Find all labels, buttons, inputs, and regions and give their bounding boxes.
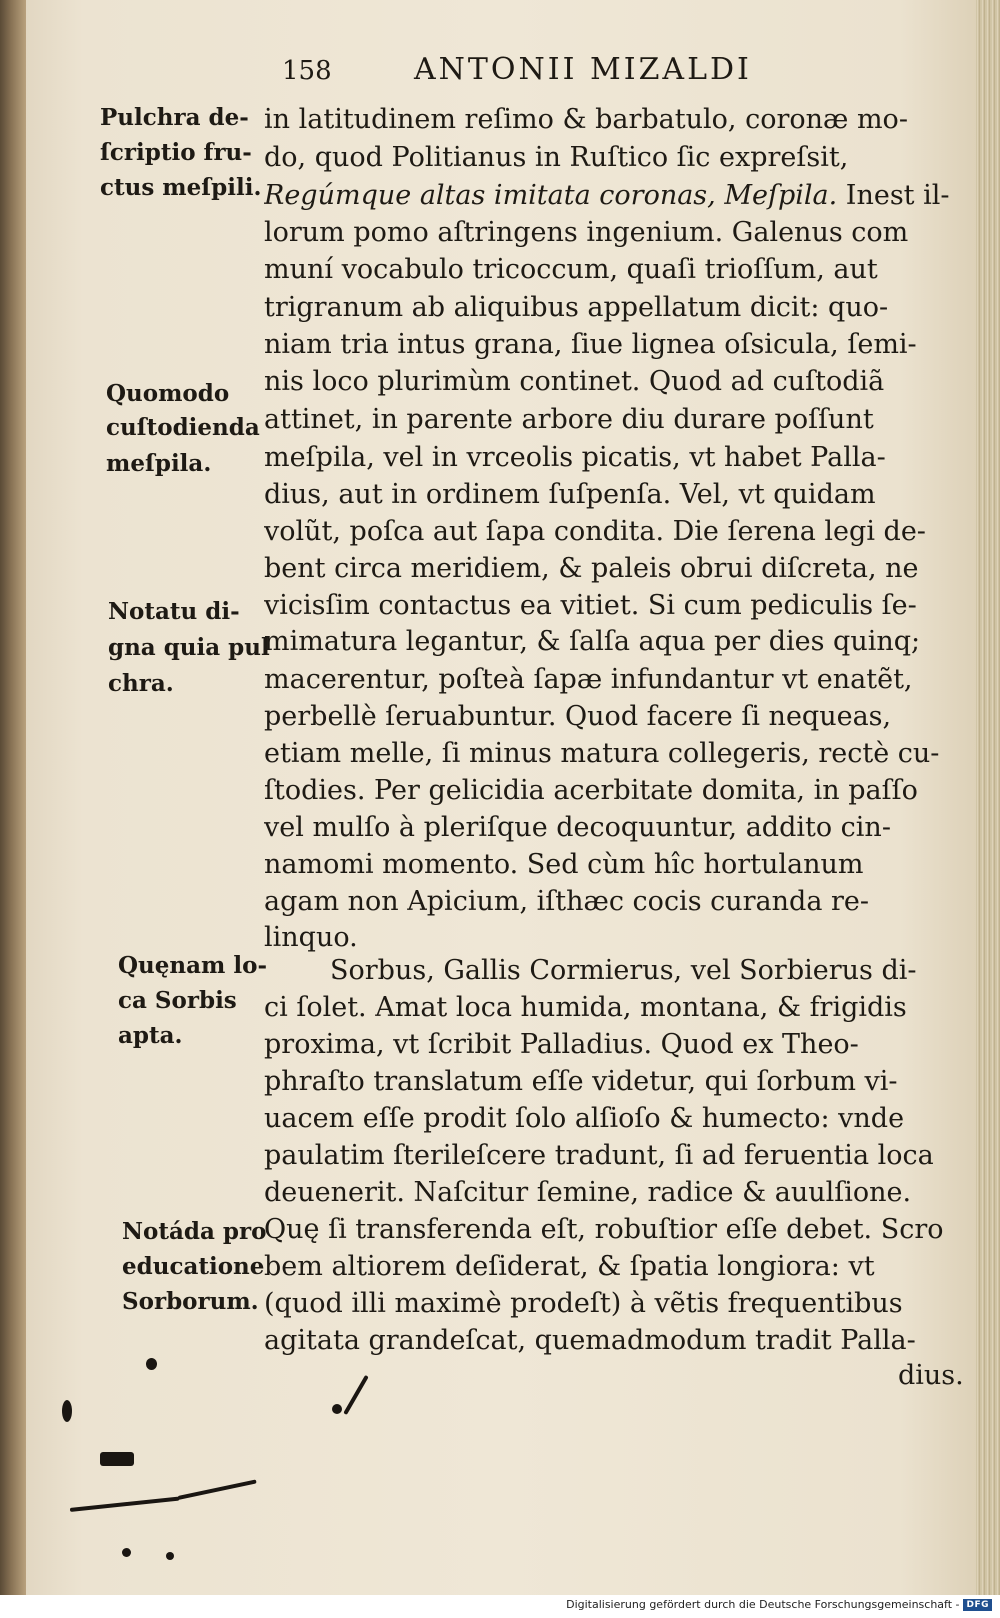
- dfg-logo: DFG: [963, 1599, 992, 1611]
- verse-quote: Regúmque altas imitata coronas, Meſpila.: [264, 180, 838, 211]
- ink-blot: [62, 1400, 72, 1422]
- margin-note: ca Sorbis: [118, 987, 237, 1014]
- margin-note: ctus meſpili.: [100, 174, 262, 201]
- page-number: 158: [282, 56, 332, 86]
- ink-blot: [146, 1358, 157, 1370]
- running-header: [282, 52, 862, 92]
- body-line: niam tria intus grana, ſiue lignea oſsicula, ſemi-: [264, 329, 917, 360]
- page-block-edge: [976, 0, 1000, 1595]
- body-line: do, quod Politianus in Ruſtico ſic expreſsit,: [264, 142, 849, 173]
- margin-note: gna quia pul: [108, 634, 270, 661]
- body-line: vicisſim contactus ea vitiet. Si cum pediculis ſe-: [264, 590, 917, 621]
- margin-note: Quomodo: [106, 380, 230, 407]
- margin-note: Sorborum.: [122, 1288, 259, 1315]
- body-line: attinet, in parente arbore diu durare poſſunt: [264, 404, 874, 435]
- body-line: dius, aut in ordinem ſuſpenſa. Vel, vt quidam: [264, 479, 876, 510]
- body-line: phraſto translatum eſſe videtur, qui ſorbum vi-: [264, 1066, 898, 1097]
- ink-blot: [100, 1452, 134, 1466]
- body-line: deuenerit. Naſcitur ſemine, radice & auulſione.: [264, 1177, 912, 1208]
- margin-note: educatione: [122, 1253, 265, 1280]
- digitization-credit: [566, 1598, 992, 1611]
- body-line: (quod illi maximè prodeſt) à vẽtis frequentibus: [264, 1288, 903, 1319]
- body-line: uacem eſſe prodit ſolo alſioſo & humecto: vnde: [264, 1103, 905, 1134]
- ink-blot: [122, 1548, 131, 1557]
- ink-blot: [332, 1404, 342, 1414]
- body-line: lorum pomo aſtringens ingenium. Galenus com: [264, 217, 909, 248]
- body-line: etiam melle, ſi minus matura collegeris, rectè cu-: [264, 738, 940, 769]
- body-line: linquo.: [264, 922, 358, 953]
- body-line-tail: Inest il-: [845, 180, 950, 211]
- margin-note: Quęnam lo-: [118, 952, 267, 979]
- margin-note: ſcriptio fru-: [100, 139, 252, 166]
- body-line: perbellè ſeruabuntur. Quod facere ſi nequeas,: [264, 701, 892, 732]
- body-line: bem altiorem deſiderat, & ſpatia longiora: vt: [264, 1251, 875, 1282]
- margin-note: chra.: [108, 670, 174, 697]
- body-line: paulatim ſterileſcere tradunt, ſi ad feruentia loca: [264, 1140, 934, 1171]
- body-line: agitata grandeſcat, quemadmodum tradit Palla-: [264, 1325, 916, 1356]
- body-line: bent circa meridiem, & paleis obrui diſcreta, ne: [264, 553, 919, 584]
- margin-note: cuſtodienda: [106, 414, 260, 441]
- body-line: dius.: [898, 1360, 964, 1391]
- body-line: proxima, vt ſcribit Palladius. Quod ex Theo-: [264, 1029, 859, 1060]
- body-line: nis loco plurimùm continet. Quod ad cuſtodiã: [264, 366, 885, 397]
- body-line: [264, 178, 964, 214]
- ink-blot: [166, 1552, 174, 1560]
- book-binding: [0, 0, 26, 1595]
- body-line: Quę ſi transferenda eſt, robuſtior eſſe debet. Scro: [264, 1214, 944, 1245]
- body-line: ci ſolet. Amat loca humida, montana, & frigidis: [264, 992, 907, 1023]
- margin-note: Pulchra de-: [100, 104, 249, 131]
- body-line: agam non Apicium, iſthæc cocis curanda re-: [264, 886, 870, 917]
- body-line: ſtodies. Per gelicidia acerbitate domita, in paſſo: [264, 775, 918, 806]
- margin-note: meſpila.: [106, 450, 212, 477]
- body-line: Sorbus, Gallis Cormierus, vel Sorbierus di-: [330, 955, 917, 986]
- body-line: meſpila, vel in vrceolis picatis, vt habet Palla-: [264, 442, 886, 473]
- body-line: volũt, poſca aut ſapa condita. Die ſerena legi de-: [264, 516, 926, 547]
- body-line: muní vocabulo tricoccum, quaſi trioſſum, aut: [264, 254, 878, 285]
- running-title: ANTONII MIZALDI: [414, 52, 752, 87]
- footer-bar: [0, 1595, 1000, 1618]
- margin-note: Notatu di-: [108, 598, 240, 625]
- body-line: vel mulſo à pleriſque decoquuntur, addito cin-: [264, 812, 891, 843]
- body-line: macerentur, poſteà ſapæ infundantur vt enatẽt,: [264, 664, 913, 695]
- body-line: namomi momento. Sed cùm hîc hortulanum: [264, 849, 864, 880]
- credit-text: Digitalisierung gefördert durch die Deutsche Forschungsgemeinschaft -: [566, 1598, 960, 1611]
- body-line: trigranum ab aliquibus appellatum dicit: quo-: [264, 292, 889, 323]
- margin-note: apta.: [118, 1022, 183, 1049]
- body-line: mimatura legantur, & ſalſa aqua per dies quinq;: [264, 626, 921, 657]
- body-line: in latitudinem reſimo & barbatulo, coronæ mo-: [264, 104, 908, 135]
- margin-note: Notáda pro: [122, 1218, 267, 1245]
